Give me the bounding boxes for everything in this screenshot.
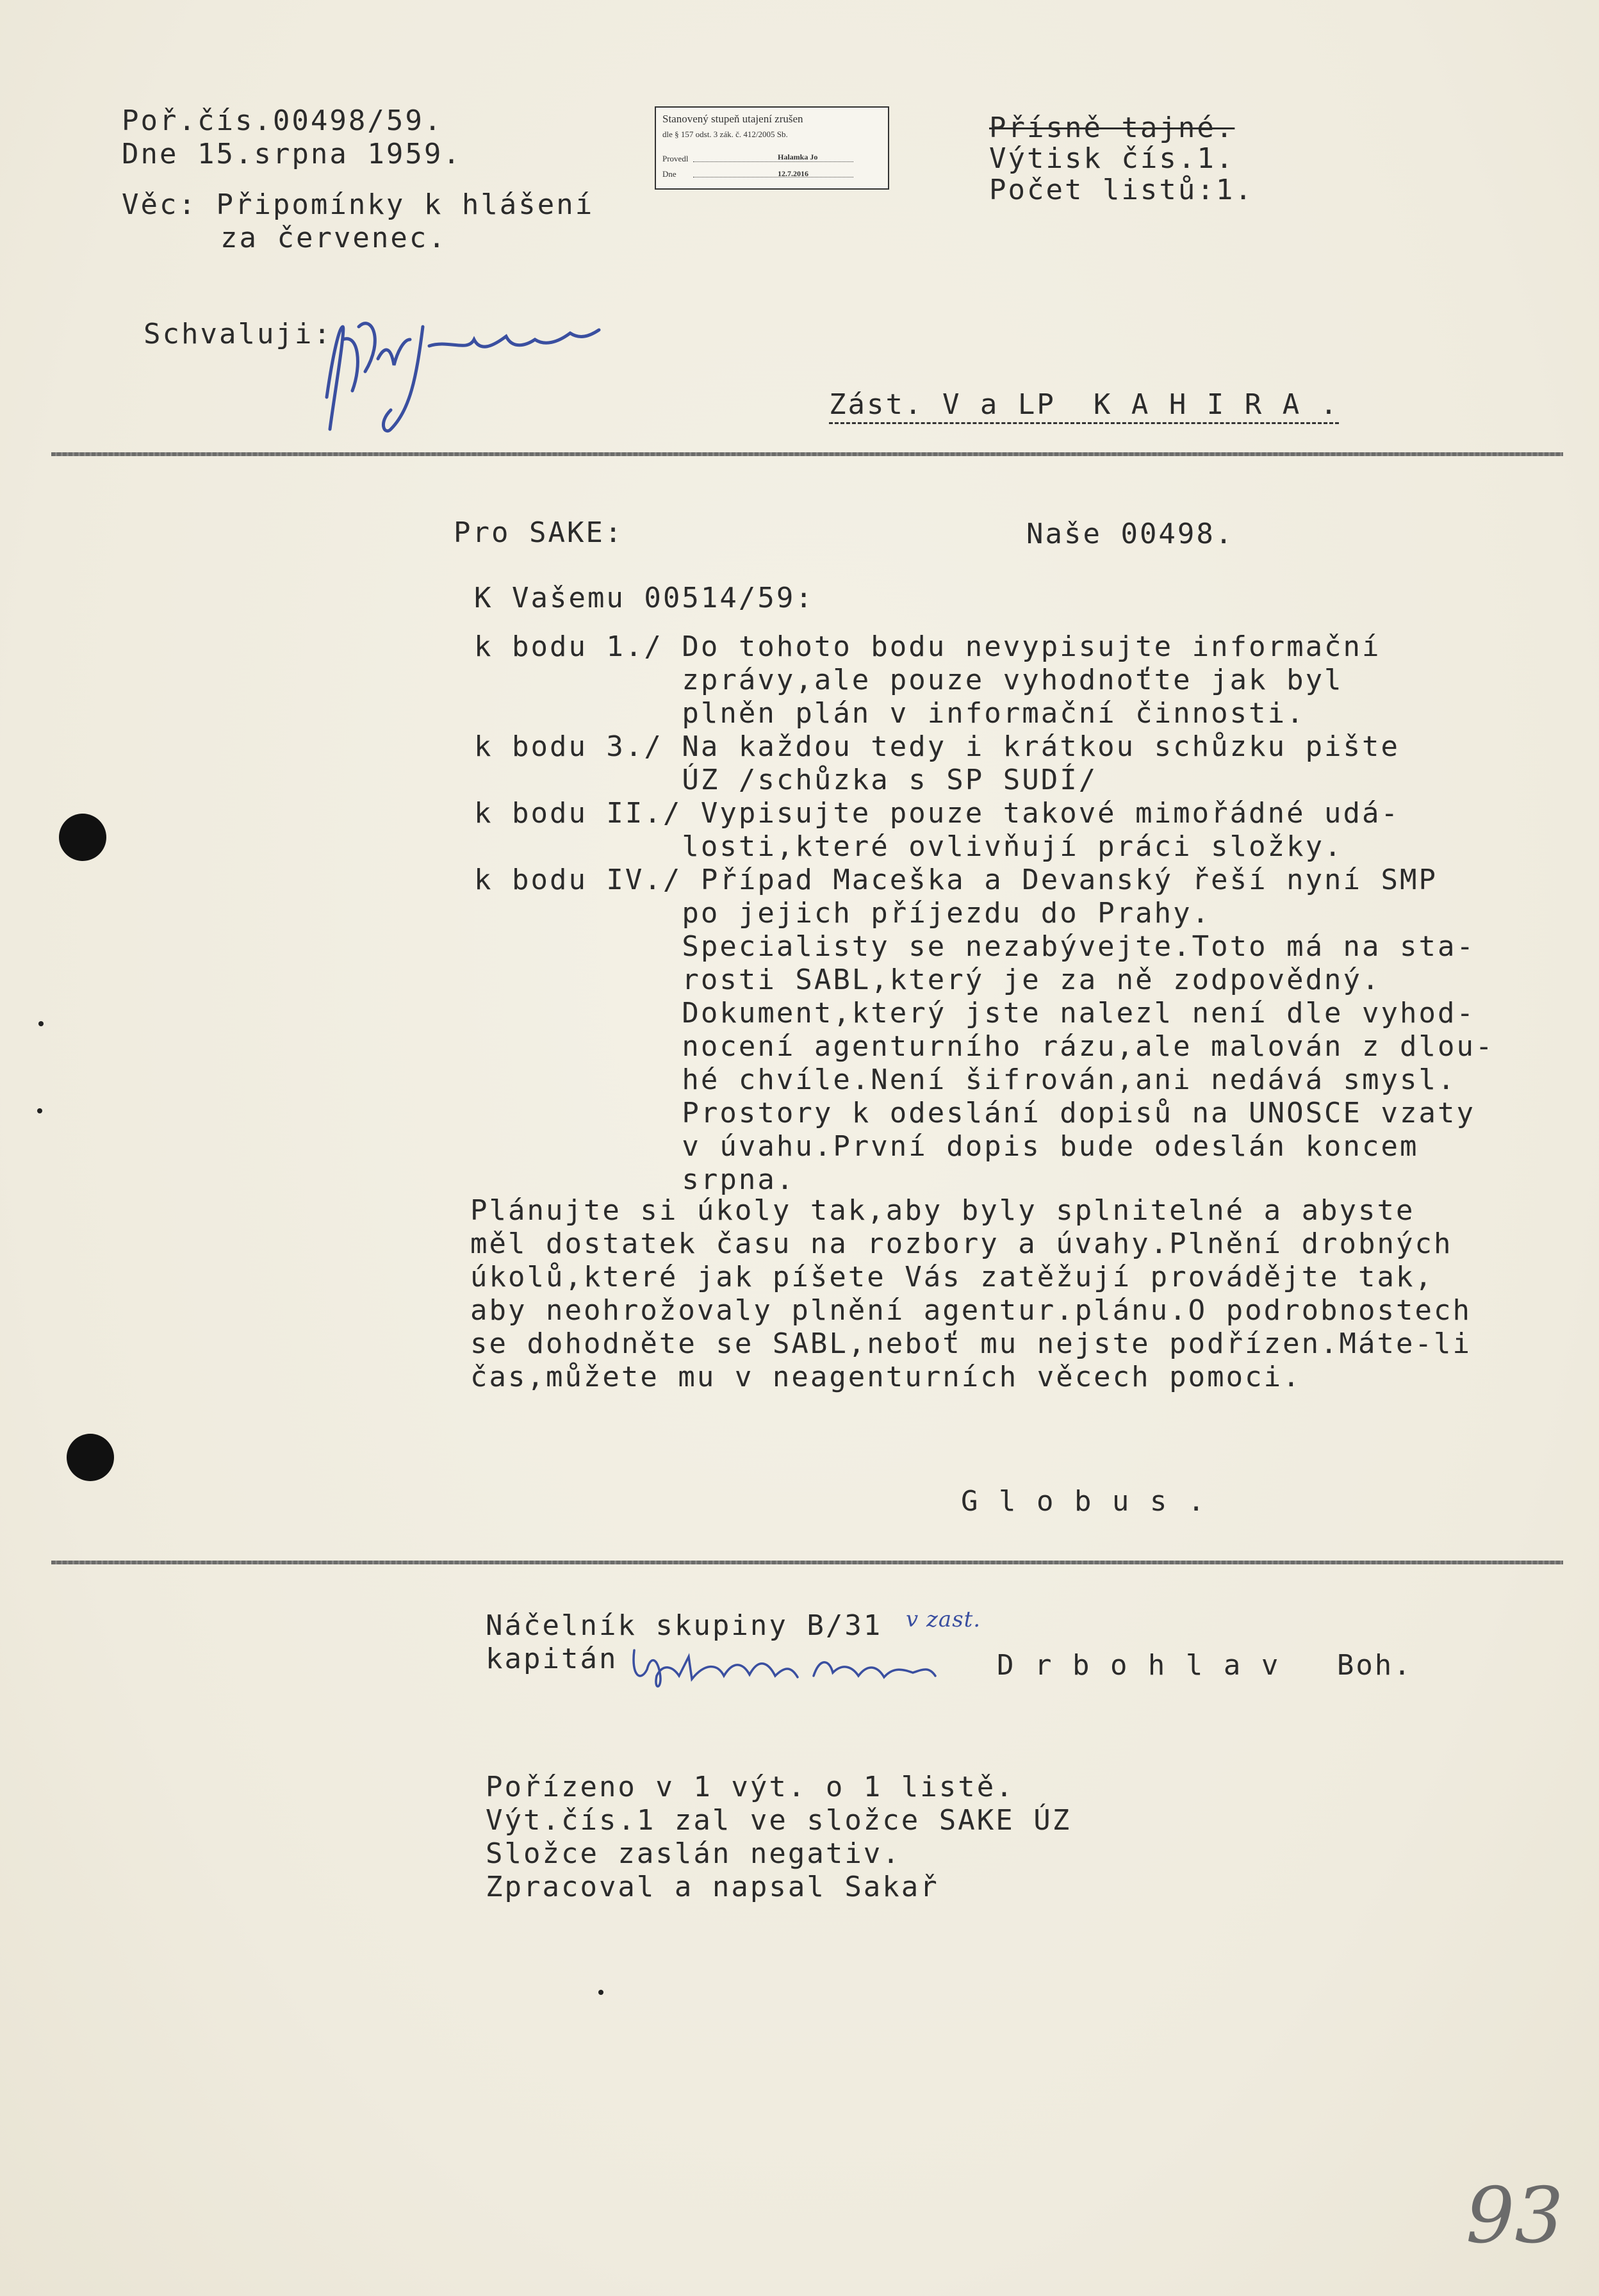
list-item: v úvahu.První dopis bude odeslán koncem (474, 1130, 1419, 1163)
paragraph-line: Plánujte si úkoly tak,aby byly splnitelné a abyste (470, 1194, 1415, 1227)
approval-label: Schvaluji: (144, 318, 332, 350)
list-item: k bodu 1./ Do tohoto bodu nevypisujte informační (474, 630, 1381, 663)
paper-speck (598, 1990, 603, 1995)
list-item: Prostory k odeslání dopisů na UNOSCE vzaty (474, 1097, 1475, 1129)
page-number: 93 (1466, 2172, 1564, 2261)
addressee: Pro SAKE: (454, 516, 624, 549)
note-line: Výt.čís.1 zal ve složce SAKE ÚZ (486, 1804, 1072, 1837)
list-item: losti,které ovlivňují práci složky. (474, 830, 1343, 863)
list-item: hé chvíle.Není šifrován,ani nedává smysl. (474, 1063, 1457, 1096)
paper-speck (38, 1021, 44, 1026)
chief-note: v zast. (906, 1607, 981, 1632)
approval-signature (314, 301, 621, 442)
stamp-date-value: 12.7.2016 (778, 169, 808, 178)
note-line: Zpracoval a napsal Sakař (486, 1871, 939, 1903)
paragraph-line: aby neohrožovaly plnění agentur.plánu.O podrobnostech (470, 1294, 1472, 1327)
sheet-count: Počet listů:1. (989, 174, 1254, 206)
list-item: nocení agenturního rázu,ale malován z dlou- (474, 1030, 1495, 1063)
list-item: Specialisty se nezabývejte.Toto má na sta- (474, 930, 1475, 963)
chief-signature (628, 1637, 948, 1695)
chief-title: Náčelník skupiny B/31 (486, 1609, 883, 1642)
list-item: Dokument,který jste nalezl není dle vyhod- (474, 997, 1475, 1029)
punch-hole (59, 814, 106, 861)
your-reference: K Vašemu 00514/59: (474, 582, 814, 614)
list-item: zprávy,ale pouze vyhodnoťte jak byl (474, 664, 1343, 696)
copy-number: Výtisk čís.1. (989, 142, 1235, 175)
document-date: Dne 15.srpna 1959. (122, 138, 462, 170)
list-item: k bodu IV./ Případ Maceška a Devanský řeší nyní SMP (474, 864, 1438, 896)
bottom-divider (51, 1561, 1563, 1564)
list-item: k bodu II./ Vypisujte pouze takové mimořádné udá- (474, 797, 1400, 830)
declassification-stamp (655, 106, 889, 190)
list-item: rosti SABL,který je za ně zodpovědný. (474, 964, 1381, 996)
stamp-performed-label: Provedl (662, 154, 689, 163)
classification-secret: Přísně tajné. (989, 111, 1235, 144)
list-item: srpna. (474, 1163, 796, 1196)
our-reference: Naše 00498. (1026, 518, 1234, 550)
list-item: ÚZ /schůzka s SP SUDÍ/ (474, 764, 1098, 796)
stamp-title: Stanovený stupeň utajení zrušen (662, 113, 803, 125)
list-item: plněn plán v informační činnosti. (474, 697, 1306, 730)
stamp-performed-value: Halamka Jo (778, 152, 818, 161)
subject-line-1: Věc: Připomínky k hlášení (122, 188, 594, 221)
recipient-text: Zást. V a LP K A H I R A . (829, 388, 1339, 424)
stamp-dotted-line (693, 161, 853, 162)
paragraph-line: úkolů,které jak píšete Vás zatěžují provádějte tak, (470, 1261, 1434, 1293)
paragraph-line: čas,můžete mu v neagenturních věcech pomoci. (470, 1361, 1302, 1393)
recipient (829, 388, 1339, 422)
note-line: Pořízeno v 1 výt. o 1 listě. (486, 1771, 1015, 1803)
reference-number: Poř.čís.00498/59. (122, 104, 443, 137)
paragraph-line: se dohodněte se SABL,neboť mu nejste podřízen.Máte-li (470, 1327, 1472, 1360)
list-item: k bodu 3./ Na každou tedy i krátkou schůzku pište (474, 730, 1400, 763)
top-divider (51, 452, 1563, 456)
note-line: Složce zaslán negativ. (486, 1837, 901, 1870)
paragraph-line: měl dostatek času na rozbory a úvahy.Plnění drobných (470, 1227, 1453, 1260)
stamp-date-label: Dne (662, 169, 676, 179)
stamp-law: dle § 157 odst. 3 zák. č. 412/2005 Sb. (662, 129, 788, 139)
subject-line-2: za červenec. (220, 222, 447, 254)
paper-speck (37, 1108, 42, 1113)
chief-name: D r b o h l a v Boh. (997, 1649, 1413, 1682)
list-item: po jejich příjezdu do Prahy. (474, 897, 1211, 930)
sign-off: G l o b u s . (961, 1485, 1207, 1518)
punch-hole (67, 1434, 114, 1481)
rank: kapitán (486, 1643, 618, 1675)
